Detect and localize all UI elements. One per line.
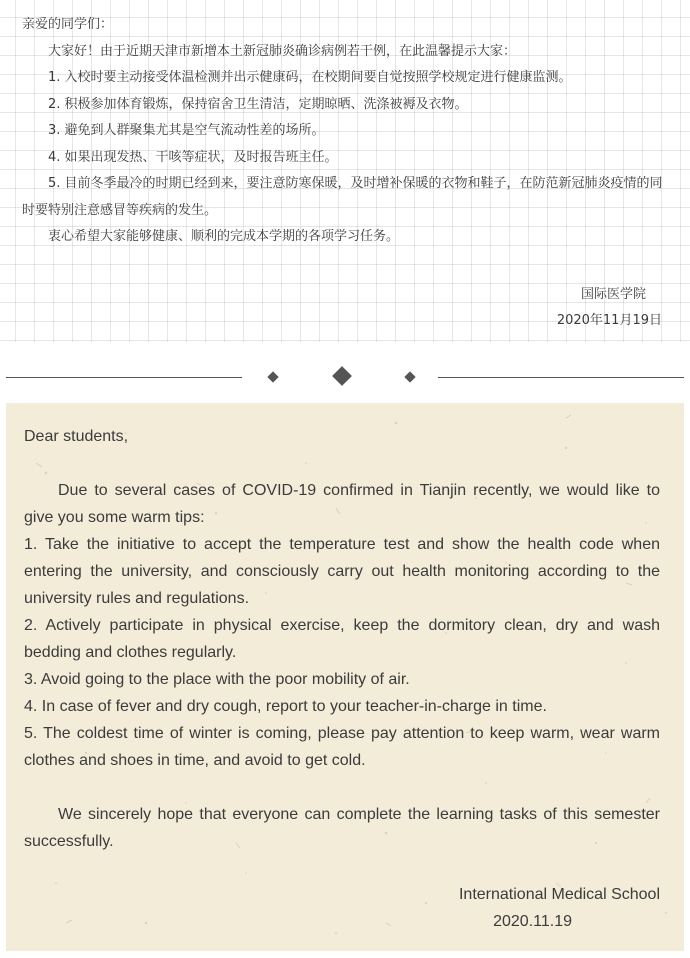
small-diamond-icon: [267, 371, 278, 382]
en-item-2: 2. Actively participate in physical exercise, keep the dormitory clean, dry and wash bedding and clothes regularly.: [24, 617, 660, 661]
en-date: 2020.11.19: [493, 913, 572, 930]
section-divider: [0, 352, 690, 402]
chinese-notice: [0, 0, 690, 342]
divider-line-left: [6, 377, 242, 378]
en-item-1: 1. Take the initiative to accept the temperature test and show the health code when entering the university, and consciously carry out health monitoring according to the university rules and regulations.: [24, 536, 660, 607]
english-notice: [6, 403, 684, 951]
cn-intro: 大家好！由于近期天津市新增本土新冠肺炎确诊病例若干例，在此温馨提示大家：: [48, 43, 517, 59]
en-item-5: 5. The coldest time of winter is coming, please pay attention to keep warm, wear warm clothes and shoes in time, and avoid to get cold.: [24, 725, 660, 769]
en-closing: We sincerely hope that everyone can complete the learning tasks of this semester successfully.: [24, 806, 660, 850]
cn-signature: 国际医学院: [580, 287, 646, 302]
english-notice-body: [24, 423, 660, 855]
large-diamond-icon: [332, 366, 352, 386]
en-intro: Due to several cases of COVID-19 confirmed in Tianjin recently, we would like to give you some warm tips:: [24, 482, 660, 526]
cn-item-5: 5. 目前冬季最冷的时期已经到来，要注意防寒保暖，及时增补保暖的衣物和鞋子，在防范新冠肺炎疫情的同时要特别注意感冒等疾病的发生。: [22, 176, 663, 218]
cn-item-3: 3. 避免到人群聚集尤其是空气流动性差的场所。: [48, 123, 325, 138]
cn-item-4: 4. 如果出现发热、干咳等症状，及时报告班主任。: [48, 149, 338, 165]
en-signature: International Medical School: [458, 886, 660, 903]
cn-item-2: 2. 积极参加体育锻炼，保持宿舍卫生清洁，定期晾晒、洗涤被褥及衣物。: [48, 96, 468, 112]
divider-line-right: [438, 377, 684, 378]
cn-salutation: 亲爱的同学们：: [22, 17, 114, 32]
en-salutation: Dear students,: [24, 428, 129, 445]
en-signature-block: [459, 881, 660, 935]
en-item-4: 4. In case of fever and dry cough, report to your teacher-in-charge in time.: [24, 698, 547, 715]
small-diamond-icon: [404, 371, 415, 382]
cn-signature-block: [557, 282, 662, 334]
cn-date: 2020年11月19日: [556, 313, 662, 328]
chinese-notice-body: [22, 12, 668, 251]
cn-closing: 衷心希望大家能够健康、顺利的完成本学期的各项学习任务。: [48, 229, 400, 244]
cn-item-1: 1. 入校时要主动接受体温检测并出示健康码，在校期间要自觉按照学校规定进行健康监测。: [48, 70, 572, 85]
en-item-3: 3. Avoid going to the place with the poor mobility of air.: [24, 671, 410, 688]
